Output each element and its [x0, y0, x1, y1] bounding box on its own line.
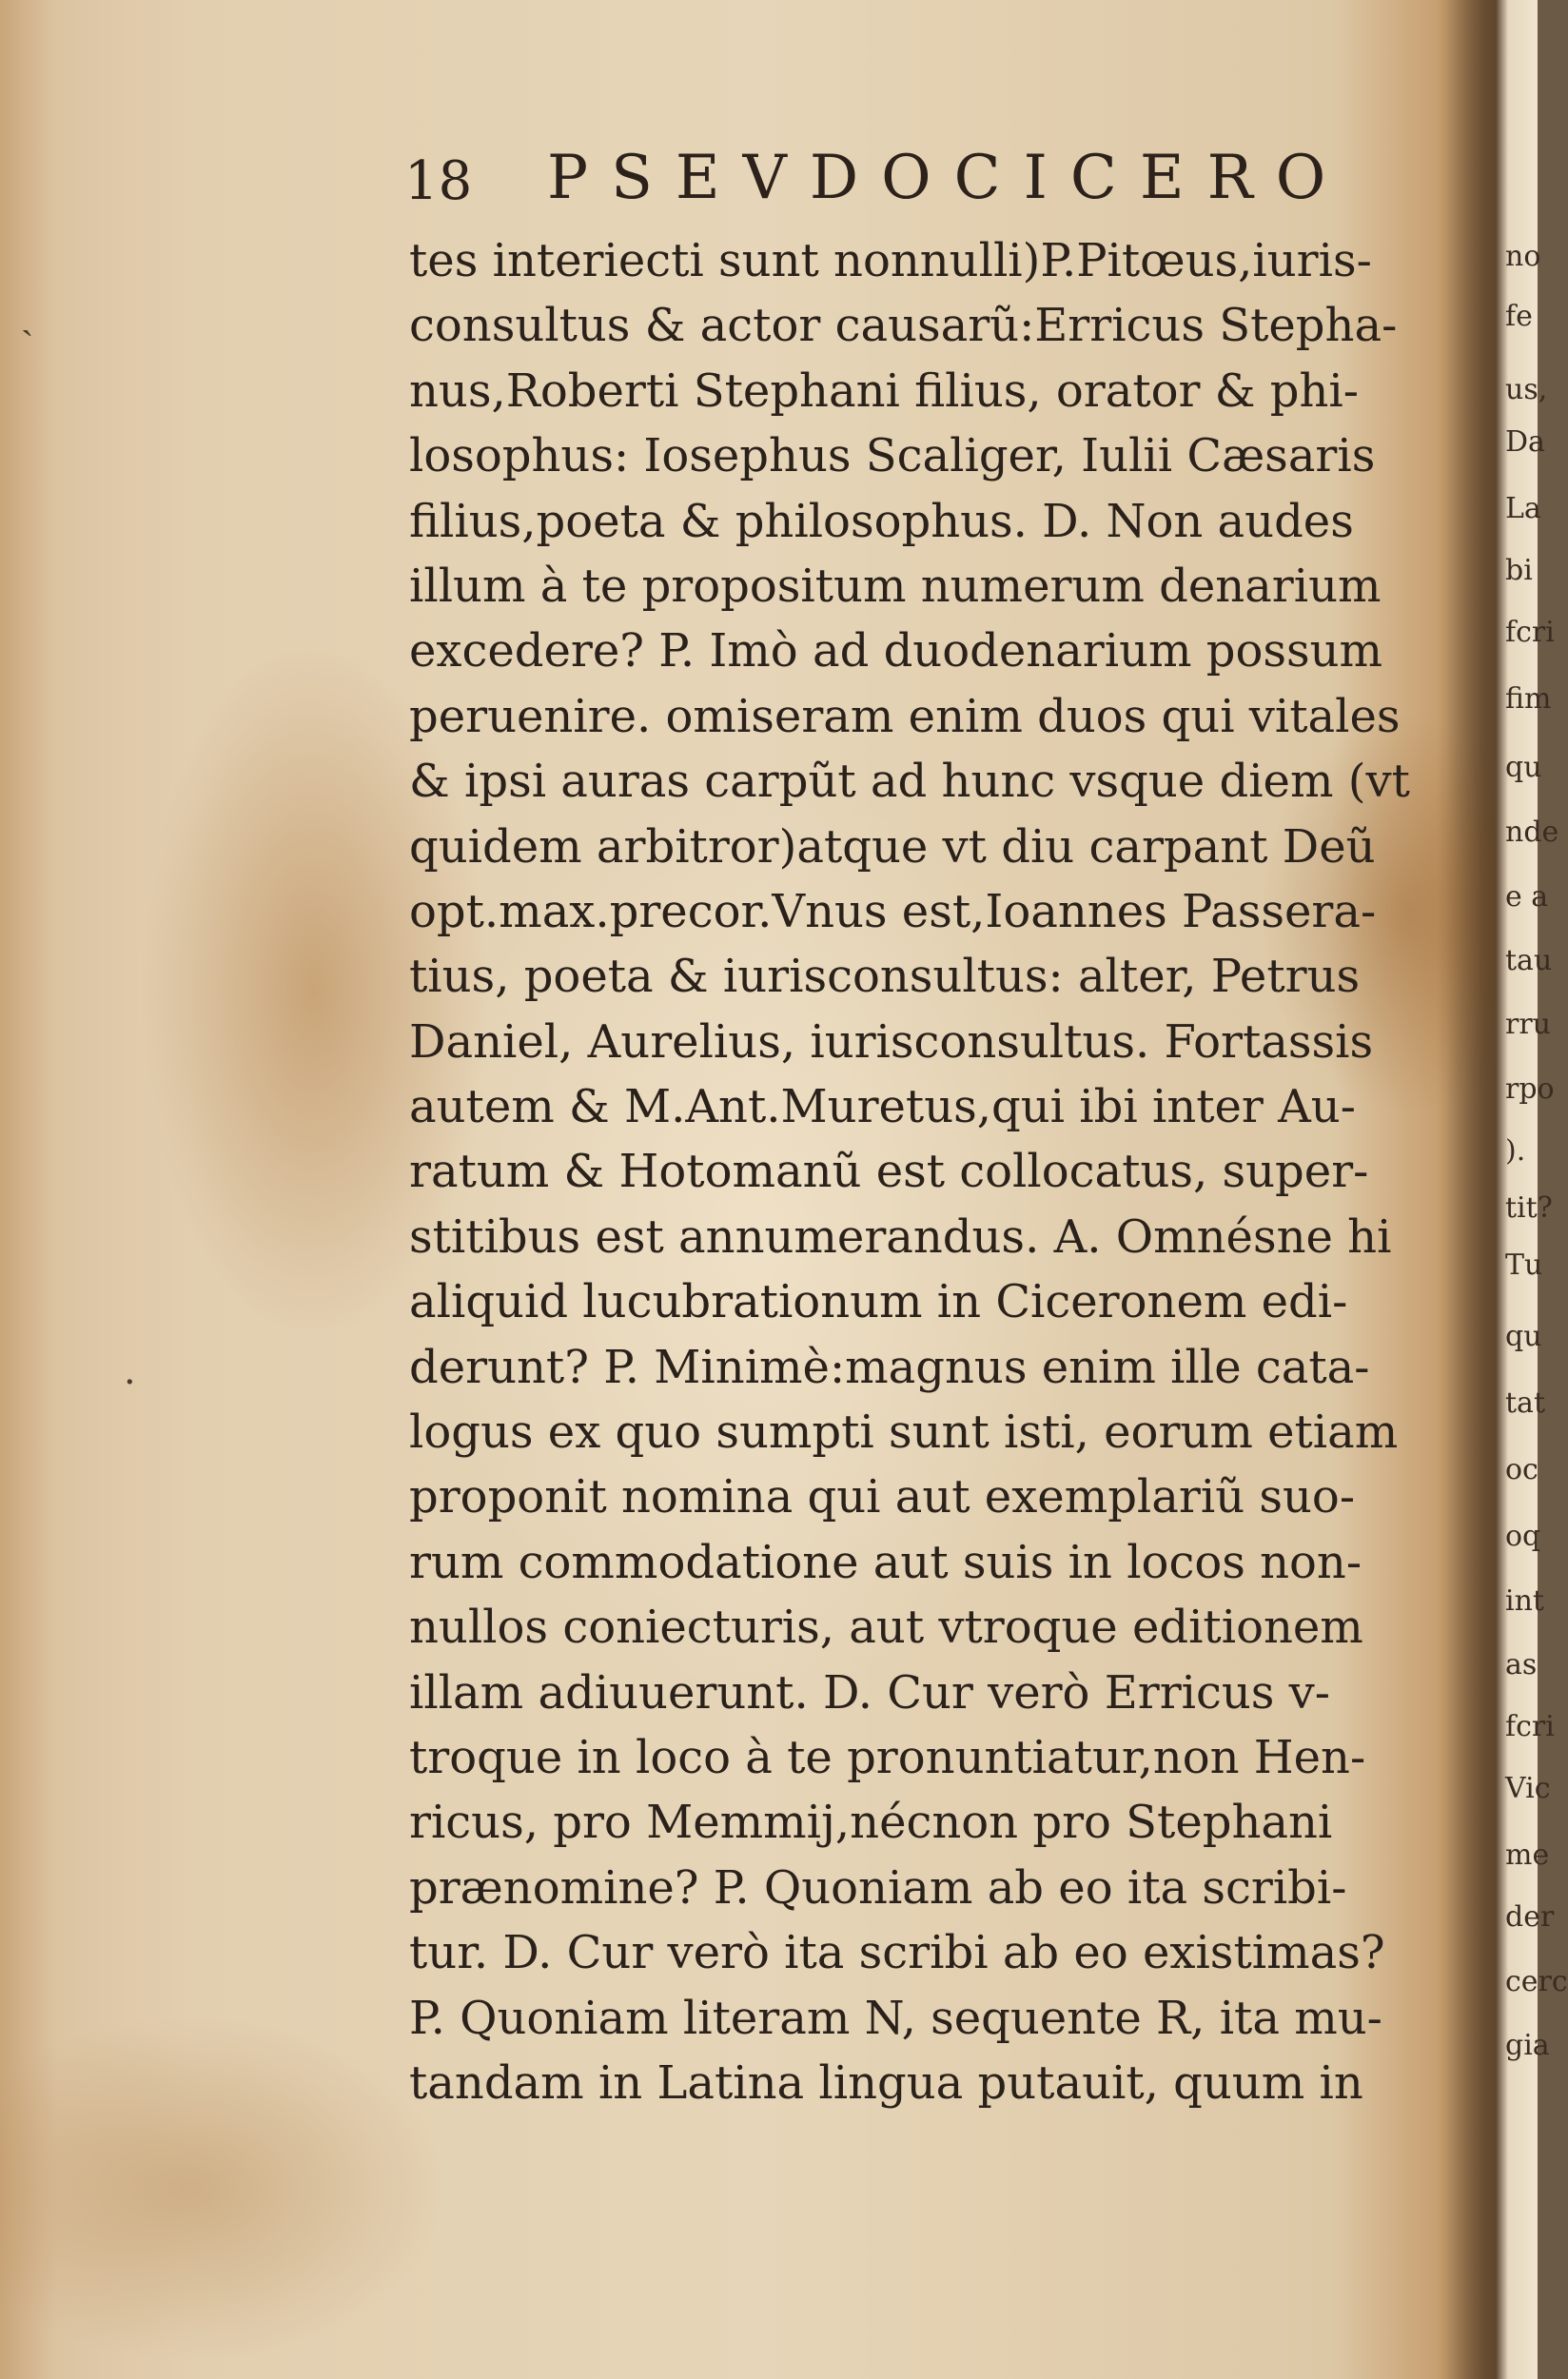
facing-page-edge	[1496, 0, 1568, 2379]
text-line: proponit nomina qui aut exemplariũ suo-	[409, 1470, 1356, 1524]
page-header	[404, 143, 1356, 219]
facing-page-fragment: no	[1505, 240, 1541, 273]
text-line: illum à te propositum numerum denarium	[409, 559, 1382, 613]
facing-page-fragment: cerc	[1505, 1965, 1568, 1998]
gutter-shadow	[1437, 0, 1496, 2379]
ink-speck: ·	[124, 1361, 136, 1405]
text-line: nus,Roberti Stephani filius, orator & phi-	[409, 364, 1359, 418]
facing-page-fragment: ).	[1505, 1134, 1526, 1168]
facing-page-fragment: fcri	[1505, 1710, 1555, 1743]
facing-page-fragment: Vic	[1505, 1772, 1551, 1805]
text-line: nullos coniecturis, aut vtroque editionem	[409, 1601, 1363, 1655]
facing-page-fragment: tat	[1505, 1386, 1545, 1420]
facing-page-fragment: fcri	[1505, 616, 1555, 649]
text-line: tius, poeta & iurisconsultus: alter, Petrus	[409, 950, 1361, 1004]
running-title: PSEVDOCICERO	[547, 143, 1349, 213]
facing-page-fragment: as	[1505, 1648, 1538, 1681]
facing-page-fragment: der	[1505, 1900, 1555, 1934]
text-line: ratum & Hotomanũ est collocatus, super-	[409, 1145, 1369, 1199]
facing-page-fragment: oc	[1505, 1453, 1539, 1486]
text-line: ricus, pro Memmij,nécnon pro Stephani	[409, 1796, 1333, 1850]
text-line: losophus: Iosephus Scaliger, Iulii Cæsaris	[409, 429, 1376, 483]
text-line: aliquid lucubrationum in Ciceronem edi-	[409, 1275, 1348, 1329]
text-line: tur. D. Cur verò ita scribi ab eo existimas?	[409, 1926, 1385, 1980]
text-line: & ipsi auras carpũt ad hunc vsque diem (vt	[409, 755, 1410, 809]
facing-page-fragment: Da	[1505, 425, 1545, 459]
facing-page-fragment: e a	[1505, 880, 1549, 914]
text-line: derunt? P. Minimè:magnus enim ille cata-	[409, 1340, 1370, 1394]
facing-page-fragment: oq	[1505, 1520, 1541, 1553]
facing-page-fragment: gia	[1505, 2029, 1550, 2062]
text-line: filius,poeta & philosophus. D. Non audes	[409, 494, 1354, 548]
facing-page-fragment: tit?	[1505, 1191, 1553, 1225]
text-line: opt.max.precor.Vnus est,Ioannes Passera-	[409, 884, 1377, 938]
facing-page-fragment: nde	[1505, 816, 1559, 849]
text-line: troque in loco à te pronuntiatur,non Hen-	[409, 1730, 1366, 1784]
facing-page-fragment: bi	[1505, 554, 1533, 587]
text-line: excedere? P. Imò ad duodenarium possum	[409, 624, 1383, 678]
facing-page-fragment: Tu	[1505, 1248, 1543, 1282]
facing-page-fragment: int	[1505, 1584, 1544, 1618]
ink-speck: ˴	[21, 305, 34, 349]
text-line: quidem arbitror)atque vt diu carpant Deũ	[409, 819, 1376, 874]
facing-page-fragment: me	[1505, 1838, 1550, 1872]
text-line: consultus & actor causarũ:Erricus Stepha-	[409, 299, 1398, 353]
text-line: logus ex quo sumpti sunt isti, eorum etiam	[409, 1406, 1399, 1460]
facing-page-fragment: La	[1505, 492, 1541, 525]
text-line: stitibus est annumerandus. A. Omnésne hi	[409, 1209, 1392, 1264]
facing-page-fragment: qu	[1505, 751, 1542, 784]
text-line: P. Quoniam literam N, sequente R, ita mu-	[409, 1991, 1382, 2045]
facing-page-fragment: fim	[1505, 682, 1552, 716]
text-line: illam adiuuerunt. D. Cur verò Erricus v-	[409, 1665, 1331, 1720]
facing-page-fragment: us,	[1505, 373, 1548, 406]
facing-page-fragment: qu	[1505, 1320, 1542, 1353]
facing-page-fragment: fe	[1505, 300, 1533, 333]
facing-page-fragment: rpo	[1505, 1072, 1555, 1106]
facing-page-fragment: tau	[1505, 944, 1553, 977]
body-text	[409, 228, 1437, 2115]
text-line: rum commodatione aut suis in locos non-	[409, 1535, 1362, 1589]
facing-page-fragment: rru	[1505, 1008, 1552, 1041]
text-line: peruenire. omiseram enim duos qui vitales	[409, 689, 1401, 743]
text-line: prænomine? P. Quoniam ab eo ita scribi-	[409, 1860, 1347, 1915]
text-line: tandam in Latina lingua putauit, quum in	[409, 2055, 1363, 2110]
text-line: tes interiecti sunt nonnulli)P.Pitœus,iuris-	[409, 234, 1372, 287]
text-line: Daniel, Aurelius, iurisconsultus. Fortassis	[409, 1014, 1374, 1069]
text-line: autem & M.Ant.Muretus,qui ibi inter Au-	[409, 1080, 1356, 1134]
page-number: 18	[404, 150, 473, 212]
